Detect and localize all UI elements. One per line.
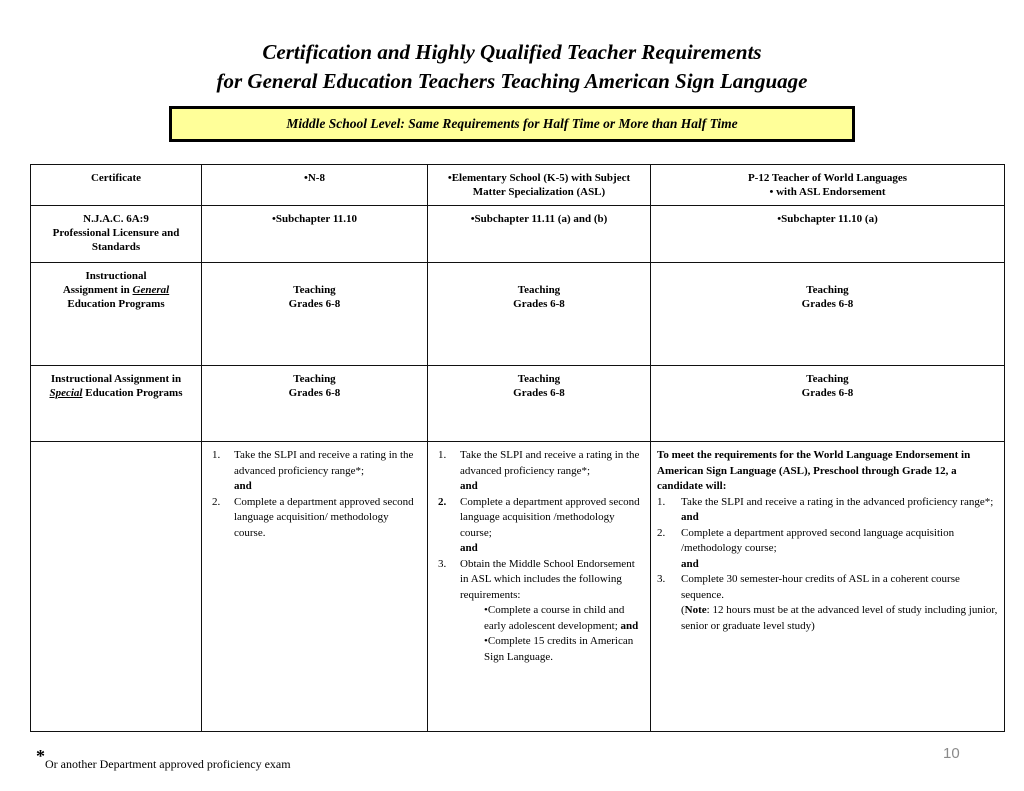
p12-requirement-list — [657, 495, 998, 635]
cell-grades: Grades 6-8 — [288, 387, 341, 399]
table-row-special — [31, 366, 1005, 442]
sub-item-text: •Complete a course in child and early adolescent development; — [484, 604, 625, 632]
item-number: 1. — [438, 449, 447, 461]
p12-intro: To meet the requirements for the World Language Endorsement in American Sign Language (ASL), Preschool through Grade 12, a candidate will: — [657, 449, 971, 492]
list-item — [212, 495, 421, 542]
list-item — [212, 448, 421, 495]
special-label-post: Education Programs — [82, 387, 183, 399]
table-row-njac — [31, 206, 1005, 263]
item-number: 2. — [657, 526, 666, 539]
note-paren: ( — [681, 604, 685, 616]
cell-grades: Grades 6-8 — [513, 298, 565, 310]
njac-label-line2: Professional Licensure and Standards — [52, 227, 180, 253]
special-p12 — [651, 366, 1005, 442]
requirements-n8 — [202, 442, 428, 732]
sub-item — [460, 603, 644, 634]
cell-teaching: Teaching — [293, 373, 336, 385]
header-n8: •N-8 — [202, 165, 428, 206]
note-text: : 12 hours must be at the advanced level of study including junior, senior or graduate level study) — [681, 604, 998, 632]
item-number: 2. — [438, 495, 447, 508]
item-text: Take the SLPI and receive a rating in the advanced proficiency range*; — [234, 449, 414, 477]
item-number: 3. — [438, 557, 447, 570]
njac-label — [31, 206, 202, 263]
item-text: Complete a department approved second language acquisition /methodology course; — [681, 526, 955, 554]
and-connector: and — [681, 511, 699, 523]
list-item — [657, 572, 998, 634]
requirements-elementary — [428, 442, 651, 732]
special-label-emph: Special — [49, 387, 83, 399]
list-item — [657, 526, 998, 573]
header-p12-line2: • with ASL Endorsement — [769, 186, 886, 198]
cell-teaching: Teaching — [517, 373, 561, 385]
list-item — [438, 557, 644, 666]
cell-grades: Grades 6-8 — [801, 387, 854, 399]
requirements-table — [30, 164, 1005, 732]
item-number: 1. — [657, 495, 666, 508]
general-label-line3: Education Programs — [67, 298, 165, 310]
cell-teaching: Teaching — [517, 284, 561, 296]
item-text: Complete a department approved second language acquisition/ methodology course. — [234, 495, 414, 539]
item-text: Complete a department approved second language acquisition /methodology course; — [460, 495, 640, 539]
list-item — [657, 495, 998, 526]
level-banner — [169, 106, 855, 142]
title-line-2: for General Education Teachers Teaching American Sign Language — [216, 69, 808, 93]
header-p12 — [651, 165, 1005, 206]
general-elementary — [428, 263, 651, 366]
general-label-emph: General — [132, 284, 170, 296]
cell-teaching: Teaching — [293, 284, 336, 296]
special-n8 — [202, 366, 428, 442]
cell-grades: Grades 6-8 — [801, 298, 854, 310]
footnote — [36, 746, 291, 772]
header-elementary: •Elementary School (K-5) with Subject Matter Specialization (ASL) — [428, 165, 651, 206]
general-p12 — [651, 263, 1005, 366]
requirements-p12 — [651, 442, 1005, 732]
sub-item-text: •Complete 15 credits in American Sign Language. — [484, 635, 634, 663]
list-item — [438, 448, 644, 495]
document-title — [0, 38, 1024, 96]
njac-label-line1: N.J.A.C. 6A:9 — [83, 213, 149, 225]
table-row-general — [31, 263, 1005, 366]
item-number: 3. — [657, 573, 666, 585]
cell-teaching: Teaching — [806, 373, 849, 385]
footnote-text: Or another Department approved proficiency exam — [45, 757, 291, 771]
item-text: Take the SLPI and receive a rating in the advanced proficiency range*; — [460, 449, 640, 477]
njac-n8: •Subchapter 11.10 — [202, 206, 428, 263]
item-text: Obtain the Middle School Endorsement in ASL which includes the following requirements: — [460, 557, 635, 601]
title-line-1: Certification and Highly Qualified Teacher Requirements — [262, 40, 762, 64]
header-certificate: Certificate — [31, 165, 202, 206]
special-label-line1: Instructional Assignment in — [50, 373, 182, 385]
special-label — [31, 366, 202, 442]
general-n8 — [202, 263, 428, 366]
special-elementary — [428, 366, 651, 442]
general-label-line2 — [37, 283, 195, 297]
footnote-asterisk: * — [36, 746, 45, 766]
item-text: Take the SLPI and receive a rating in the advanced proficiency range*; — [681, 495, 994, 508]
item-number: 2. — [212, 495, 221, 508]
requirements-label — [31, 442, 202, 732]
header-row — [31, 165, 1005, 206]
general-label-line1: Instructional — [85, 270, 147, 282]
list-item — [438, 495, 644, 557]
elementary-requirement-list — [434, 448, 644, 665]
and-connector: and — [681, 557, 699, 570]
general-label — [31, 263, 202, 366]
and-connector: and — [460, 542, 478, 554]
njac-elementary: •Subchapter 11.11 (a) and (b) — [428, 206, 651, 263]
cell-grades: Grades 6-8 — [513, 387, 565, 399]
n8-requirement-list — [208, 448, 421, 541]
special-label-line2 — [37, 386, 195, 400]
page-number: 10 — [943, 745, 960, 762]
banner-text: Middle School Level: Same Requirements for Half Time or More than Half Time — [286, 116, 738, 131]
sub-item — [460, 634, 644, 665]
table-row-requirements — [31, 442, 1005, 732]
header-p12-line1: P-12 Teacher of World Languages — [747, 172, 908, 184]
and-connector: and — [620, 619, 639, 632]
item-text: Complete 30 semester-hour credits of ASL in a coherent course sequence. — [681, 573, 960, 601]
and-connector: and — [460, 480, 478, 492]
and-connector: and — [234, 480, 252, 492]
item-number: 1. — [212, 449, 221, 461]
note-label: Note — [684, 604, 707, 616]
cell-teaching: Teaching — [806, 284, 849, 296]
general-label-pre: Assignment in — [62, 284, 133, 296]
cell-grades: Grades 6-8 — [288, 298, 341, 310]
p12-note — [681, 603, 998, 634]
njac-p12: •Subchapter 11.10 (a) — [651, 206, 1005, 263]
